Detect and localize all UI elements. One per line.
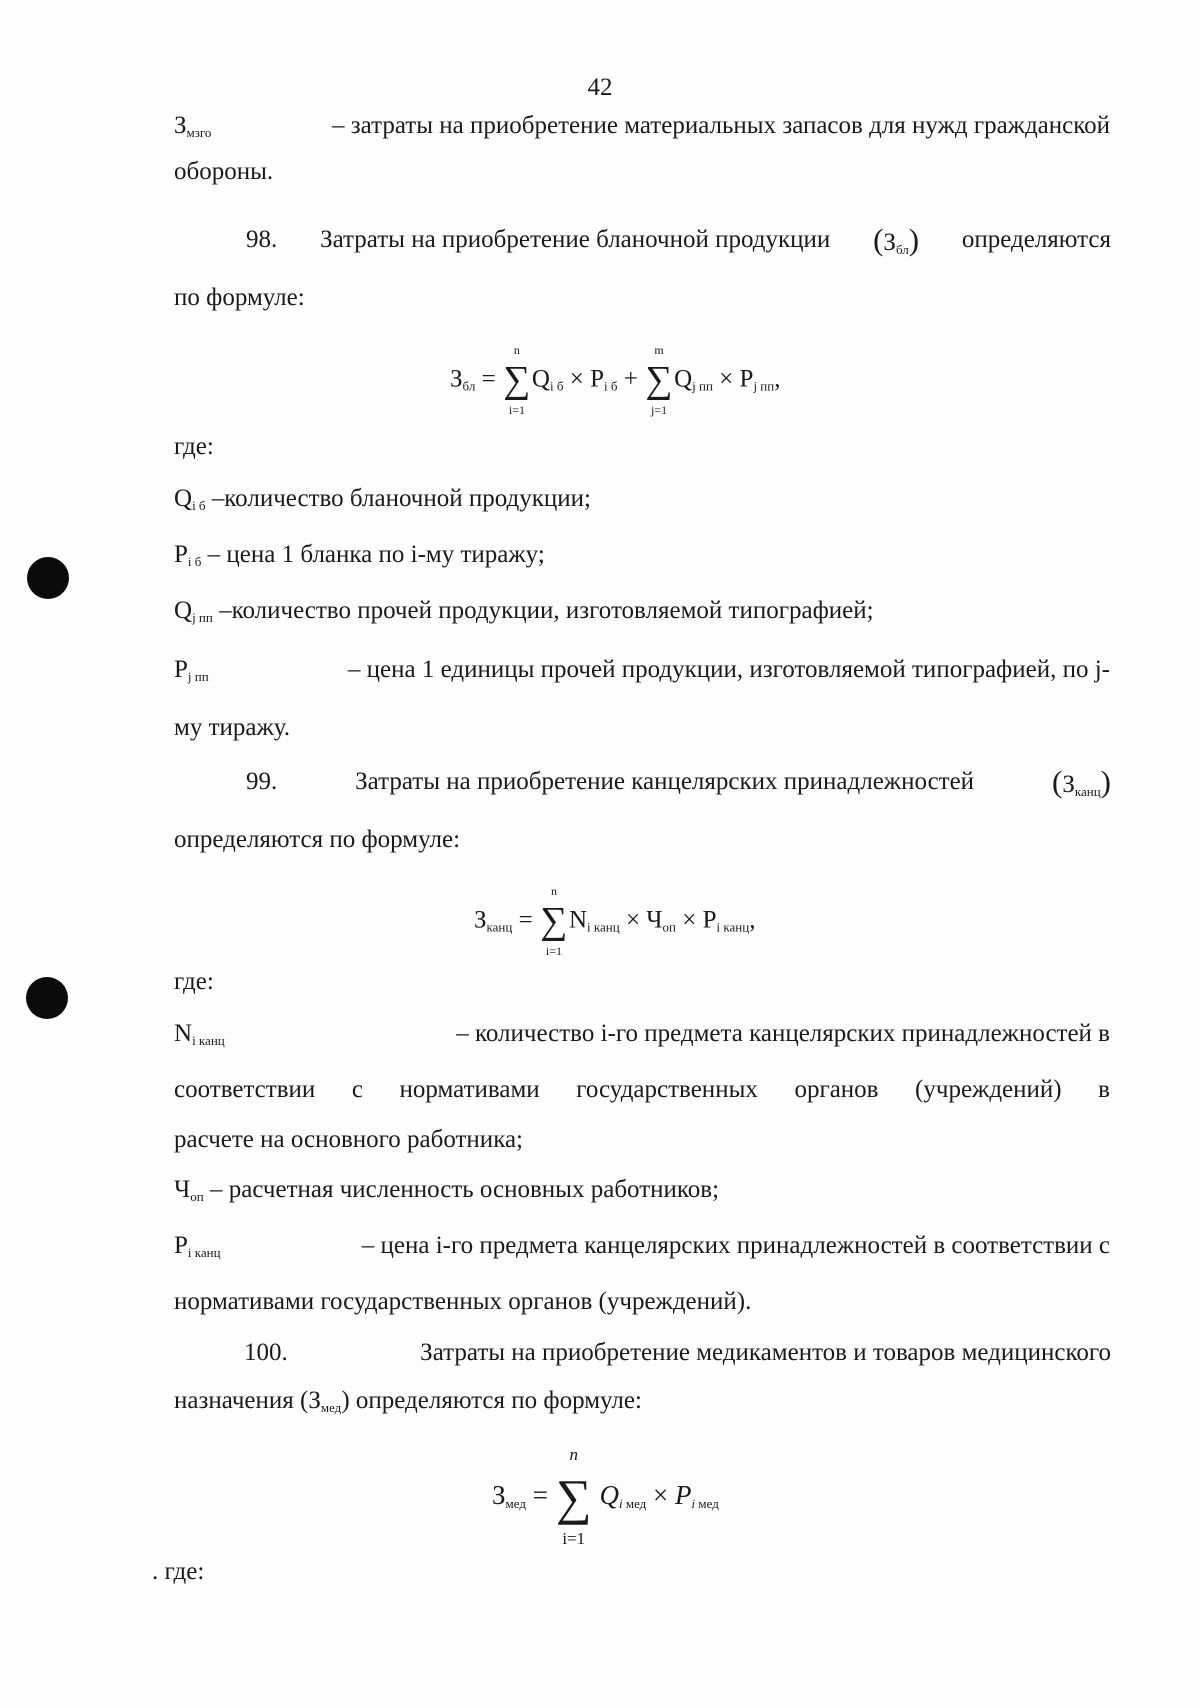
para-100-number: 100.: [244, 1339, 288, 1366]
def-q-blank: $Q_{i б}$ –количество бланочной продукции;: [174, 485, 591, 513]
def-p-other-line1: $P_{j пп}$ – цена 1 единицы прочей продукции, изготовляемой типографией, по j-: [174, 656, 1110, 684]
para-100-line2: назначения $(З_{мед})$ определяются по формуле:: [174, 1387, 642, 1415]
mzgo-definition-line2: обороны.: [174, 158, 274, 185]
where-label-2: где:: [174, 968, 214, 995]
def-n-line3: расчете на основного работника;: [174, 1126, 523, 1153]
def-p-other-line2: му тиражу.: [174, 714, 290, 741]
def-p-kanc-line1: $P_{i канц}$ – цена i-го предмета канцелярских принадлежностей в соответствии с: [174, 1232, 1110, 1260]
para-99-line1: [246, 766, 1111, 808]
para-98-text: Затраты на приобретение бланочной продукции: [320, 226, 831, 253]
mzgo-definition-text: – затраты на приобретение материальных запасов для нужд гражданской: [332, 112, 1110, 139]
def-q-other: $Q_{j пп}$ –количество прочей продукции, изготовляемой типографией;: [174, 597, 874, 625]
punch-hole-top: [27, 557, 69, 599]
formula-99: $З_{канц}$ = n ∑ i=1 $N_{i канц} \times Ч_{оп} \times P_{i канц}$,: [474, 884, 756, 958]
para-100-line1: [244, 1337, 1111, 1369]
para-99-line2: определяются по формуле:: [174, 826, 461, 853]
formula-98: $З_{бл}$ = n ∑ i=1 $Q_{i б} \times P_{i б}$ + m ∑ j=1 $Q_{j пп} \times P_{j пп}$,: [450, 343, 781, 417]
para-98-symbol: $(З_{бл})$: [873, 222, 920, 257]
mzgo-definition-line1: $З_{мзго}$ – затраты на приобретение материальных запасов для нужд гражданской: [174, 110, 1110, 149]
where-label-1: где:: [174, 433, 214, 460]
def-ch: $Ч_{оп}$ – расчетная численность основных работников;: [174, 1176, 720, 1204]
mzgo-symbol: З: [174, 112, 187, 139]
para-98-number: 98.: [246, 226, 278, 253]
def-n-line2: соответствии с нормативами государственных органов (учреждений) в: [174, 1076, 1110, 1103]
def-n-line1: $N_{i канц}$ – количество i-го предмета канцелярских принадлежностей в: [174, 1020, 1110, 1048]
para-99-symbol: $(З_{канц})$: [1051, 764, 1111, 799]
where-label-3: . где:: [152, 1558, 205, 1585]
formula-100: $З_{мед}$ = n ∑ i=1 $Q_{i мед} \times P_{i мед}$: [492, 1445, 719, 1548]
para-98-line2: по формуле:: [174, 284, 305, 311]
sum-symbol: n ∑ i=1: [555, 1445, 592, 1548]
sum-symbol: n ∑ i=1: [503, 343, 531, 417]
para-98-text-after: определяются: [961, 226, 1111, 253]
para-98-line1: [246, 224, 1111, 266]
def-p-kanc-line2: нормативами государственных органов (учреждений).: [174, 1288, 752, 1315]
para-100-text: Затраты на приобретение медикаментов и товаров медицинского: [420, 1339, 1111, 1366]
sum-symbol: n ∑ i=1: [540, 884, 568, 958]
def-p-blank: $P_{i б}$ – цена 1 бланка по i-му тиражу;: [174, 541, 545, 569]
para-99-number: 99.: [246, 768, 278, 795]
para-99-text: Затраты на приобретение канцелярских принадлежностей: [355, 768, 975, 795]
sum-symbol: m ∑ j=1: [645, 343, 673, 417]
punch-hole-bottom: [26, 977, 68, 1019]
page-number: 42: [587, 74, 613, 101]
